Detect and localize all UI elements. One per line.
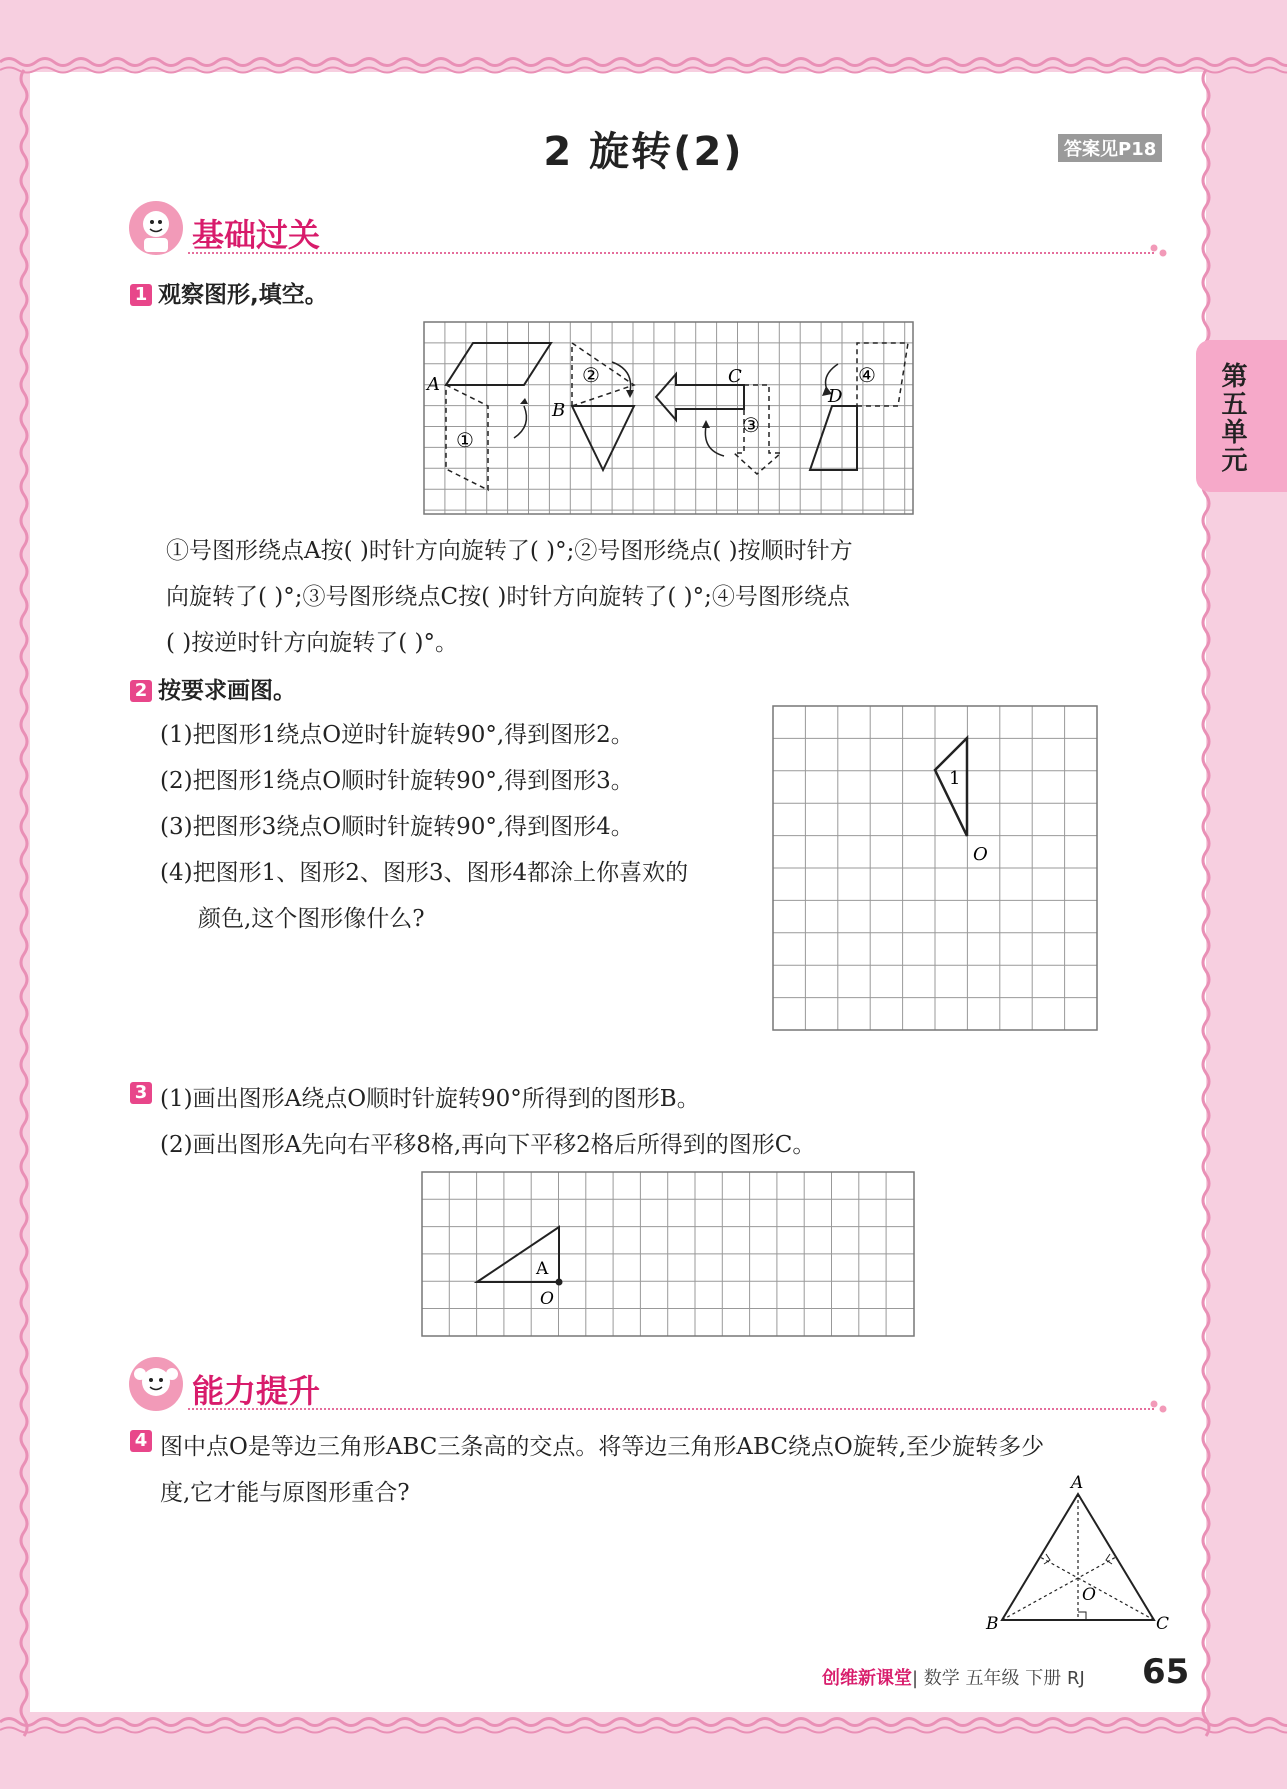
figure-1-label: 1 <box>949 768 961 789</box>
question-2-heading <box>130 672 296 705</box>
label-point-c: C <box>728 366 742 387</box>
label-point-a: A <box>427 374 440 395</box>
q1-fill-line-3: ( )按逆时针方向旋转了( )°。 <box>166 630 459 656</box>
q3-step-1: (1)画出图形A绕点O顺时针旋转90°所得到的图形B。 <box>160 1086 700 1112</box>
label-shape-4: ④ <box>858 363 876 387</box>
q4-line-1: 图中点O是等边三角形ABC三条高的交点。将等边三角形ABC绕点O旋转,至少旋转多少 <box>160 1434 1045 1460</box>
cartoon-mascot-icon <box>128 1356 184 1412</box>
label-point-b: B <box>552 400 566 421</box>
section-divider <box>188 1408 1154 1410</box>
q4-line-2: 度,它才能与原图形重合? <box>160 1480 410 1506</box>
vertex-b-label: B <box>986 1614 999 1634</box>
q3-step-2: (2)画出图形A先向右平移8格,再向下平移2格后所得到的图形C。 <box>160 1132 816 1158</box>
q2-grid-figure <box>773 706 1097 1030</box>
decorative-dots-icon <box>1150 1400 1168 1414</box>
bottom-wavy-border <box>0 1700 1287 1760</box>
q1-fill-line-2: 向旋转了( )°;③号图形绕点C按( )时针方向旋转了( )°;④号图形绕点 <box>166 584 850 610</box>
question-1-prompt: 观察图形,填空。 <box>158 282 328 308</box>
question-4-heading <box>130 1428 158 1454</box>
q1-grid-figure <box>424 322 913 514</box>
section-title-advanced: 能力提升 <box>192 1372 321 1410</box>
section-header-basic <box>128 200 1168 260</box>
vertex-a-label: A <box>1071 1473 1084 1493</box>
figure-a-label: A <box>536 1259 549 1279</box>
question-1-heading <box>130 276 328 309</box>
cartoon-mascot-icon <box>128 200 184 256</box>
page-number: 65 <box>1142 1652 1190 1692</box>
q4-triangle-figure <box>984 1473 1184 1636</box>
label-point-d: D <box>828 386 843 407</box>
question-number: 2 <box>130 680 152 702</box>
label-shape-1: ① <box>456 428 474 452</box>
point-o-label: O <box>540 1289 554 1309</box>
q2-step-2: (2)把图形1绕点O顺时针旋转90°,得到图形3。 <box>160 768 634 794</box>
unit-side-tab <box>1196 340 1287 492</box>
triangle-solid <box>572 406 634 470</box>
section-divider <box>188 252 1154 254</box>
trapezoid-solid <box>810 406 857 470</box>
section-title-basic: 基础过关 <box>192 216 321 254</box>
vertex-c-label: C <box>1156 1614 1170 1634</box>
q3-grid-figure <box>422 1172 914 1336</box>
label-shape-3: ③ <box>742 413 760 437</box>
answer-reference-badge: 答案见P18 <box>1058 134 1162 162</box>
q1-fill-line-1: ①号图形绕点A按( )时针方向旋转了( )°;②号图形绕点( )按顺时针方 <box>166 538 853 564</box>
decorative-dots-icon <box>1150 244 1168 258</box>
footer-book-info: | 数学 五年级 下册 RJ <box>912 1668 1085 1689</box>
footer-info <box>822 1664 1085 1690</box>
top-wavy-border <box>0 40 1287 100</box>
footer-brand: 创维新课堂 <box>822 1668 912 1689</box>
q2-step-3: (3)把图形3绕点O顺时针旋转90°,得到图形4。 <box>160 814 634 840</box>
q2-step-4: (4)把图形1、图形2、图形3、图形4都涂上你喜欢的 <box>160 860 689 886</box>
q2-step-1: (1)把图形1绕点O逆时针旋转90°,得到图形2。 <box>160 722 634 748</box>
left-wavy-border <box>10 70 50 1720</box>
question-number: 4 <box>130 1430 152 1452</box>
right-wavy-border <box>1192 70 1232 1720</box>
question-2-prompt: 按要求画图。 <box>158 678 296 704</box>
question-number: 3 <box>130 1082 152 1104</box>
unit-tab-label: 第五单元 <box>1217 362 1247 474</box>
section-header-advanced <box>128 1356 1168 1416</box>
point-o-dot <box>556 1279 563 1286</box>
question-3-heading <box>130 1080 158 1106</box>
label-shape-2: ② <box>582 363 600 387</box>
center-o-label: O <box>1082 1585 1096 1605</box>
page-title: 2 旋转(2) <box>543 129 744 175</box>
q2-step-4-cont: 颜色,这个图形像什么? <box>198 906 425 932</box>
question-number: 1 <box>130 284 152 306</box>
point-o-label: O <box>973 844 988 865</box>
